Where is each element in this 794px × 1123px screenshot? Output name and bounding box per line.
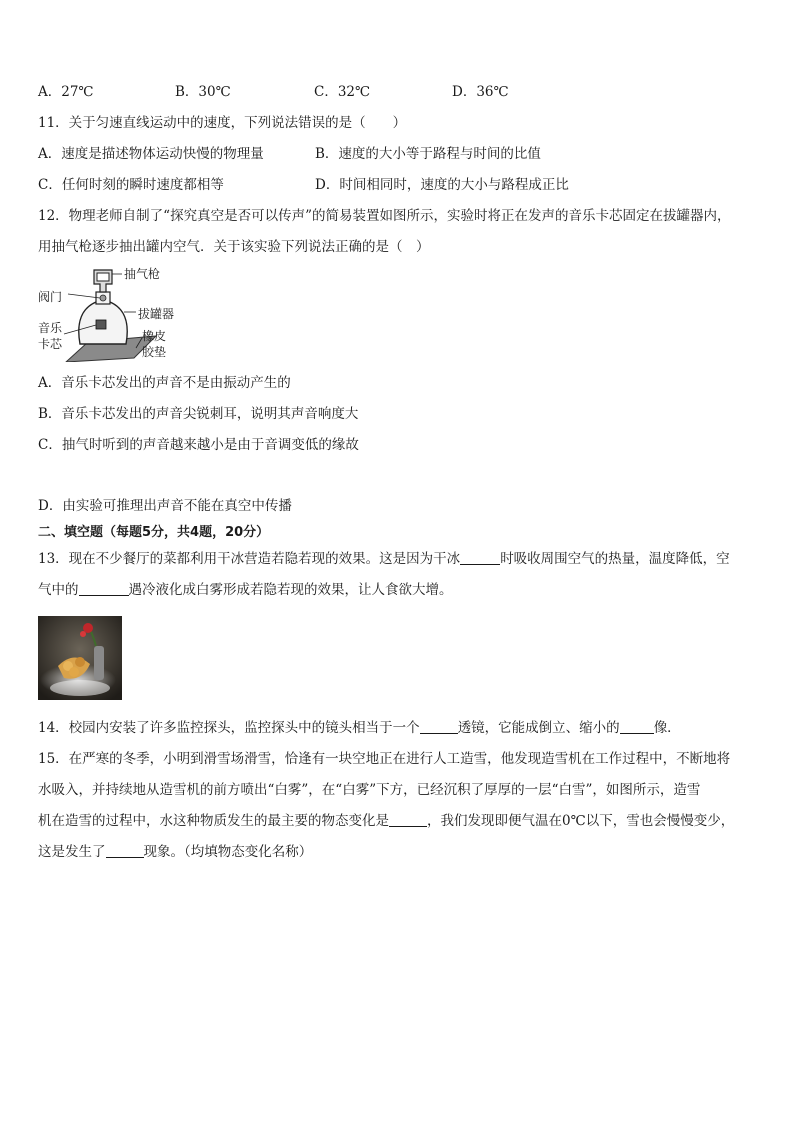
q10-option-a: A．27℃	[38, 84, 94, 100]
q14-text-3: 像．	[653, 720, 681, 736]
q12-stem-line2: 用抽气枪逐步抽出罐内空气．关于该实验下列说法正确的是（ ）	[38, 239, 430, 255]
q14-text-2: 透镜，它能成倒立、缩小的	[457, 720, 620, 736]
q13-text-1: 13．现在不少餐厅的菜都利用干冰营造若隐若现的效果。这是因为干冰	[38, 551, 461, 567]
q14-line	[38, 719, 681, 737]
q14-blank-2[interactable]	[620, 719, 654, 734]
q12-stem-line1: 12．物理老师自制了“探究真空是否可以传声”的简易装置如图所示，实验时将正在发声的音乐卡芯固定在拔罐器内，	[38, 208, 731, 224]
label-cup: 拔罐器	[138, 307, 175, 321]
q15-text-3a: 机在造雪的过程中，水这种物质发生的最主要的物态变化是	[38, 813, 389, 829]
q13-blank-2[interactable]	[79, 581, 129, 596]
q10-option-c: C．32℃	[314, 84, 371, 100]
q11-stem: 11．关于匀速直线运动中的速度，下列说法错误的是（ ）	[38, 115, 407, 131]
dry-ice-dish-drawing	[38, 616, 122, 700]
q11-option-a: A．速度是描述物体运动快慢的物理量	[38, 146, 264, 162]
q10-option-b: B．30℃	[175, 84, 231, 100]
dry-ice-dish-photo	[38, 616, 122, 700]
label-card-line1: 音乐	[38, 321, 63, 335]
q11-option-b: B．速度的大小等于路程与时间的比值	[315, 146, 541, 162]
q14-text-1: 14．校园内安装了许多监控探头，监控探头中的镜头相当于一个	[38, 720, 420, 736]
q14-blank-1[interactable]	[420, 719, 458, 734]
q15-text-4a: 这是发生了	[38, 844, 106, 860]
q15-text-3b: ，我们发现即便气温在0℃以下，雪也会慢慢变少，	[427, 813, 735, 829]
label-pump: 抽气枪	[124, 267, 161, 281]
q15-text-4b: 现象。（均填物态变化名称）	[143, 844, 313, 860]
label-pad-line2: 胶垫	[142, 345, 167, 359]
label-card-line2: 卡芯	[38, 337, 63, 351]
q15-line4	[38, 843, 312, 861]
q13-line2	[38, 581, 453, 599]
q12-option-b: B．音乐卡芯发出的声音尖锐刺耳，说明其声音响度大	[38, 406, 359, 422]
label-pad-line1: 橡皮	[142, 329, 167, 343]
q15-blank-1[interactable]	[389, 812, 427, 827]
q13-text-2: 时吸收周围空气的热量，温度降低，空	[500, 551, 730, 567]
q15-line1: 15．在严寒的冬季，小明到滑雪场滑雪，恰逢有一块空地正在进行人工造雪，他发现造雪机在工作过程中，不断地将	[38, 751, 731, 767]
label-valve: 阀门	[38, 290, 63, 304]
q11-option-d: D．时间相同时，速度的大小与路程成正比	[315, 177, 569, 193]
q15-line3	[38, 812, 734, 830]
q12-option-a: A．音乐卡芯发出的声音不是由振动产生的	[38, 375, 291, 391]
q12-option-d: D．由实验可推理出声音不能在真空中传播	[38, 498, 292, 514]
q15-blank-2[interactable]	[106, 843, 144, 858]
section-title-fill-blank: 二、填空题（每题5分，共4题，20分）	[38, 525, 270, 540]
q11-option-c: C．任何时刻的瞬时速度都相等	[38, 177, 224, 193]
cupping-device-figure	[36, 262, 176, 362]
q13-line1	[38, 550, 730, 568]
q10-option-d: D．36℃	[452, 84, 509, 100]
q12-option-c: C．抽气时听到的声音越来越小是由于音调变低的缘故	[38, 437, 359, 453]
q15-line2: 水吸入，并持续地从造雪机的前方喷出“白雾”，在“白雾”下方，已经沉积了厚厚的一层“白雪”，如图所示，造雪	[38, 782, 701, 798]
q13-text-4: 遇冷液化成白雾形成若隐若现的效果，让人食欲大增。	[128, 582, 453, 598]
q13-text-3: 气中的	[38, 582, 79, 598]
q13-blank-1[interactable]	[460, 550, 500, 565]
